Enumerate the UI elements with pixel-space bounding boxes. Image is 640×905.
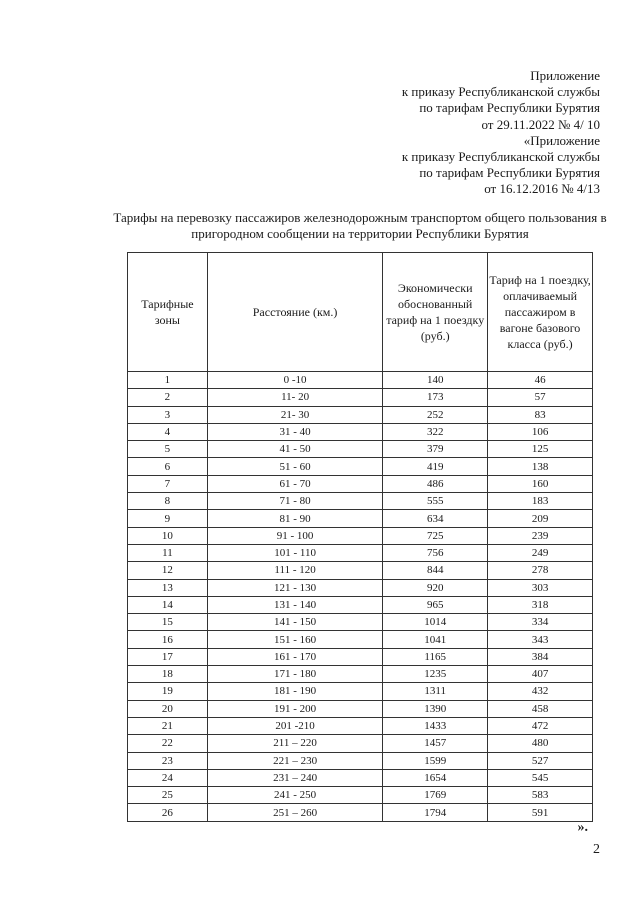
passenger-tariff-cell: 83 bbox=[488, 406, 593, 423]
title-line: Тарифы на перевозку пассажиров железнодорожным транспортом общего пользования в bbox=[113, 210, 607, 225]
passenger-tariff-cell: 583 bbox=[488, 787, 593, 804]
zone-cell: 22 bbox=[128, 735, 208, 752]
table-row bbox=[128, 579, 593, 596]
table-row bbox=[128, 769, 593, 786]
economic-tariff-cell: 920 bbox=[383, 579, 488, 596]
zone-cell: 21 bbox=[128, 717, 208, 734]
zone-cell: 12 bbox=[128, 562, 208, 579]
economic-tariff-cell: 1599 bbox=[383, 752, 488, 769]
distance-cell: 81 - 90 bbox=[207, 510, 382, 527]
header-line: по тарифам Республики Бурятия bbox=[419, 100, 600, 116]
economic-tariff-cell: 1235 bbox=[383, 666, 488, 683]
distance-cell: 121 - 130 bbox=[207, 579, 382, 596]
table-row bbox=[128, 562, 593, 579]
table-row bbox=[128, 441, 593, 458]
distance-cell: 91 - 100 bbox=[207, 527, 382, 544]
header-line: от 16.12.2016 № 4/13 bbox=[484, 181, 600, 197]
table-row bbox=[128, 752, 593, 769]
table-row bbox=[128, 631, 593, 648]
zone-cell: 17 bbox=[128, 648, 208, 665]
table-row bbox=[128, 666, 593, 683]
table-row bbox=[128, 372, 593, 389]
distance-cell: 101 - 110 bbox=[207, 544, 382, 561]
header-line: Приложение bbox=[530, 68, 600, 83]
distance-cell: 171 - 180 bbox=[207, 666, 382, 683]
passenger-tariff-cell: 472 bbox=[488, 717, 593, 734]
passenger-tariff-cell: 209 bbox=[488, 510, 593, 527]
economic-tariff-cell: 725 bbox=[383, 527, 488, 544]
distance-cell: 51 - 60 bbox=[207, 458, 382, 475]
zone-cell: 16 bbox=[128, 631, 208, 648]
economic-tariff-cell: 1457 bbox=[383, 735, 488, 752]
distance-cell: 181 - 190 bbox=[207, 683, 382, 700]
document-title bbox=[60, 210, 640, 242]
passenger-tariff-cell: 160 bbox=[488, 475, 593, 492]
economic-tariff-cell: 1041 bbox=[383, 631, 488, 648]
economic-tariff-cell: 173 bbox=[383, 389, 488, 406]
closing-quote: ». bbox=[577, 820, 588, 835]
economic-tariff-cell: 1769 bbox=[383, 787, 488, 804]
header-distance: Расстояние (км.) bbox=[207, 253, 382, 372]
table-row bbox=[128, 406, 593, 423]
passenger-tariff-cell: 480 bbox=[488, 735, 593, 752]
distance-cell: 151 - 160 bbox=[207, 631, 382, 648]
table-row bbox=[128, 389, 593, 406]
table-row bbox=[128, 423, 593, 440]
zone-cell: 19 bbox=[128, 683, 208, 700]
distance-cell: 131 - 140 bbox=[207, 596, 382, 613]
header-line: к приказу Республиканской службы bbox=[401, 149, 600, 165]
distance-cell: 31 - 40 bbox=[207, 423, 382, 440]
table-row bbox=[128, 683, 593, 700]
passenger-tariff-cell: 458 bbox=[488, 700, 593, 717]
economic-tariff-cell: 1433 bbox=[383, 717, 488, 734]
zone-cell: 7 bbox=[128, 475, 208, 492]
zone-cell: 6 bbox=[128, 458, 208, 475]
passenger-tariff-cell: 318 bbox=[488, 596, 593, 613]
passenger-tariff-cell: 384 bbox=[488, 648, 593, 665]
table-row bbox=[128, 475, 593, 492]
table-row bbox=[128, 735, 593, 752]
table-header-row bbox=[128, 253, 593, 372]
distance-cell: 0 -10 bbox=[207, 372, 382, 389]
distance-cell: 191 - 200 bbox=[207, 700, 382, 717]
passenger-tariff-cell: 407 bbox=[488, 666, 593, 683]
passenger-tariff-cell: 591 bbox=[488, 804, 593, 821]
passenger-tariff-cell: 249 bbox=[488, 544, 593, 561]
economic-tariff-cell: 252 bbox=[383, 406, 488, 423]
zone-cell: 2 bbox=[128, 389, 208, 406]
economic-tariff-cell: 756 bbox=[383, 544, 488, 561]
zone-cell: 20 bbox=[128, 700, 208, 717]
table-row bbox=[128, 648, 593, 665]
distance-cell: 231 – 240 bbox=[207, 769, 382, 786]
header-line: «Приложение bbox=[523, 132, 600, 148]
zone-cell: 18 bbox=[128, 666, 208, 683]
distance-cell: 71 - 80 bbox=[207, 493, 382, 510]
table-body bbox=[128, 372, 593, 822]
economic-tariff-cell: 844 bbox=[383, 562, 488, 579]
header-line: по тарифам Республики Бурятия bbox=[419, 165, 600, 181]
distance-cell: 211 – 220 bbox=[207, 735, 382, 752]
distance-cell: 201 -210 bbox=[207, 717, 382, 734]
zone-cell: 1 bbox=[128, 372, 208, 389]
zone-cell: 10 bbox=[128, 527, 208, 544]
passenger-tariff-cell: 278 bbox=[488, 562, 593, 579]
header-passenger-tariff: Тариф на 1 поездку, оплачиваемый пассажиром в вагоне базового класса (руб.) bbox=[488, 253, 593, 372]
passenger-tariff-cell: 125 bbox=[488, 441, 593, 458]
distance-cell: 141 - 150 bbox=[207, 614, 382, 631]
passenger-tariff-cell: 527 bbox=[488, 752, 593, 769]
passenger-tariff-cell: 334 bbox=[488, 614, 593, 631]
economic-tariff-cell: 140 bbox=[383, 372, 488, 389]
passenger-tariff-cell: 57 bbox=[488, 389, 593, 406]
distance-cell: 61 - 70 bbox=[207, 475, 382, 492]
economic-tariff-cell: 965 bbox=[383, 596, 488, 613]
zone-cell: 14 bbox=[128, 596, 208, 613]
economic-tariff-cell: 322 bbox=[383, 423, 488, 440]
distance-cell: 241 - 250 bbox=[207, 787, 382, 804]
zone-cell: 23 bbox=[128, 752, 208, 769]
zone-cell: 4 bbox=[128, 423, 208, 440]
distance-cell: 111 - 120 bbox=[207, 562, 382, 579]
economic-tariff-cell: 1794 bbox=[383, 804, 488, 821]
passenger-tariff-cell: 239 bbox=[488, 527, 593, 544]
distance-cell: 41 - 50 bbox=[207, 441, 382, 458]
page-number: 2 bbox=[593, 842, 600, 857]
table-row bbox=[128, 527, 593, 544]
zone-cell: 13 bbox=[128, 579, 208, 596]
distance-cell: 161 - 170 bbox=[207, 648, 382, 665]
header-economic-tariff: Экономически обоснованный тариф на 1 поездку (руб.) bbox=[383, 253, 488, 372]
passenger-tariff-cell: 138 bbox=[488, 458, 593, 475]
passenger-tariff-cell: 343 bbox=[488, 631, 593, 648]
passenger-tariff-cell: 432 bbox=[488, 683, 593, 700]
zone-cell: 5 bbox=[128, 441, 208, 458]
header-zones: Тарифные зоны bbox=[128, 253, 208, 372]
distance-cell: 221 – 230 bbox=[207, 752, 382, 769]
economic-tariff-cell: 1654 bbox=[383, 769, 488, 786]
title-line: пригородном сообщении на территории Республики Бурятия bbox=[191, 226, 529, 241]
header-line: от 29.11.2022 № 4/ 10 bbox=[481, 116, 600, 132]
passenger-tariff-cell: 545 bbox=[488, 769, 593, 786]
economic-tariff-cell: 634 bbox=[383, 510, 488, 527]
zone-cell: 8 bbox=[128, 493, 208, 510]
zone-cell: 26 bbox=[128, 804, 208, 821]
economic-tariff-cell: 486 bbox=[383, 475, 488, 492]
tariff-table bbox=[127, 252, 593, 822]
zone-cell: 11 bbox=[128, 544, 208, 561]
table-row bbox=[128, 787, 593, 804]
table-row bbox=[128, 717, 593, 734]
economic-tariff-cell: 1014 bbox=[383, 614, 488, 631]
economic-tariff-cell: 1390 bbox=[383, 700, 488, 717]
distance-cell: 21- 30 bbox=[207, 406, 382, 423]
economic-tariff-cell: 555 bbox=[383, 493, 488, 510]
passenger-tariff-cell: 106 bbox=[488, 423, 593, 440]
economic-tariff-cell: 1311 bbox=[383, 683, 488, 700]
table-row bbox=[128, 458, 593, 475]
table-row bbox=[128, 544, 593, 561]
economic-tariff-cell: 419 bbox=[383, 458, 488, 475]
header-block bbox=[402, 68, 600, 198]
table-row bbox=[128, 614, 593, 631]
distance-cell: 251 – 260 bbox=[207, 804, 382, 821]
economic-tariff-cell: 1165 bbox=[383, 648, 488, 665]
zone-cell: 3 bbox=[128, 406, 208, 423]
table-row bbox=[128, 510, 593, 527]
passenger-tariff-cell: 183 bbox=[488, 493, 593, 510]
zone-cell: 25 bbox=[128, 787, 208, 804]
header-line: к приказу Республиканской службы bbox=[401, 84, 600, 100]
zone-cell: 24 bbox=[128, 769, 208, 786]
table-row bbox=[128, 596, 593, 613]
zone-cell: 9 bbox=[128, 510, 208, 527]
table-row bbox=[128, 804, 593, 821]
passenger-tariff-cell: 46 bbox=[488, 372, 593, 389]
passenger-tariff-cell: 303 bbox=[488, 579, 593, 596]
zone-cell: 15 bbox=[128, 614, 208, 631]
distance-cell: 11- 20 bbox=[207, 389, 382, 406]
table-row bbox=[128, 700, 593, 717]
table-row bbox=[128, 493, 593, 510]
economic-tariff-cell: 379 bbox=[383, 441, 488, 458]
